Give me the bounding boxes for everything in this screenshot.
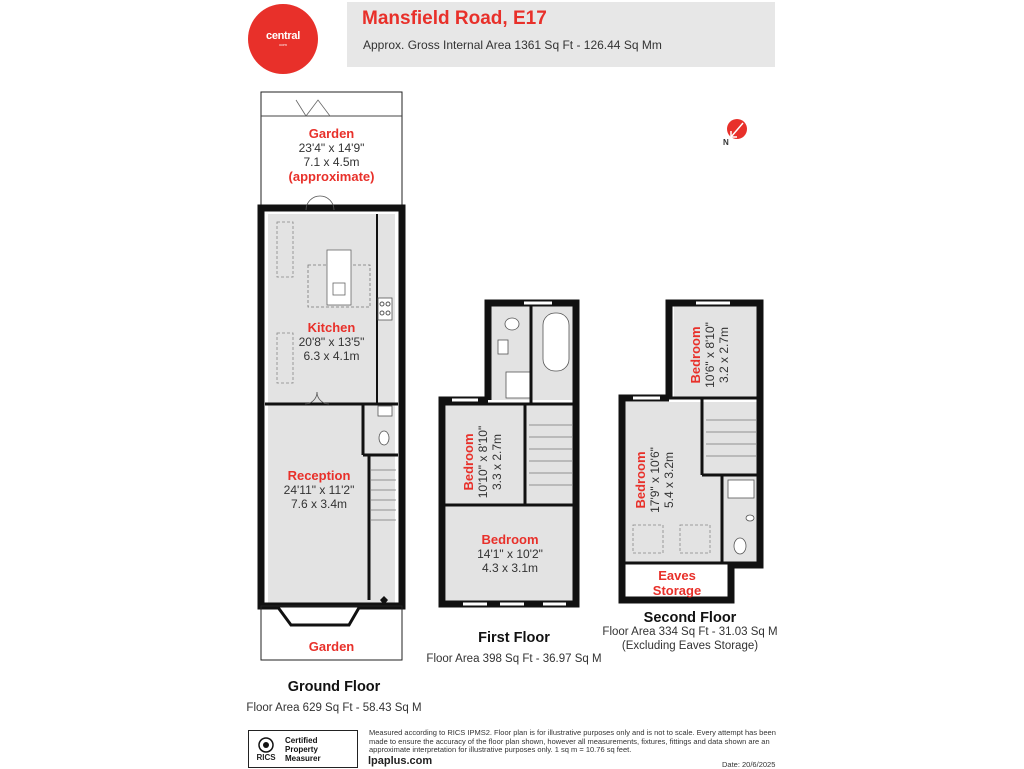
- ground-floor-area: Floor Area 629 Sq Ft - 58.43 Sq M: [246, 702, 422, 714]
- room-dim-metric: 3.2 x 2.7m: [717, 326, 731, 384]
- room-label-garden-front: [261, 639, 402, 654]
- room-label-bedroom-second-large: [633, 425, 677, 535]
- property-title: Mansfield Road, E17: [362, 8, 547, 29]
- room-name: Eaves: [658, 568, 696, 583]
- room-label-reception: [246, 468, 392, 511]
- room-dim-imperial: 23'4" x 14'9": [298, 141, 365, 155]
- room-dim-imperial: 24'11" x 11'2": [283, 483, 355, 497]
- room-dim-metric: 7.6 x 3.4m: [290, 497, 348, 511]
- room-name: Garden: [308, 126, 355, 141]
- room-name: Bedroom: [688, 326, 703, 384]
- plan-date: Date: 20/6/2025: [722, 760, 776, 769]
- rics-line-1: Certified: [285, 735, 318, 745]
- room-dim-metric: 7.1 x 4.5m: [303, 155, 360, 169]
- room-dim-metric: 5.4 x 3.2m: [662, 451, 676, 509]
- rics-certified-badge: [248, 730, 358, 768]
- room-dim-imperial: 10'6" x 8'10": [703, 322, 717, 388]
- room-name-line2: Storage: [652, 583, 702, 598]
- room-name: Bedroom: [633, 451, 648, 509]
- room-name: Reception: [287, 468, 351, 483]
- second-floor-area-note: (Excluding Eaves Storage): [621, 640, 759, 652]
- website-link[interactable]: lpaplus.com: [368, 755, 433, 767]
- room-label-bedroom-first-small: [461, 407, 505, 517]
- room-label-garden-rear: [261, 126, 402, 184]
- room-dim-imperial: 10'10" x 8'10": [476, 425, 490, 499]
- rics-line-2: Property: [285, 744, 318, 754]
- first-floor-area: Floor Area 398 Sq Ft - 36.97 Sq M: [426, 653, 602, 665]
- room-dim-imperial: 20'8" x 13'5": [298, 335, 365, 349]
- room-dim-metric: 3.3 x 2.7m: [490, 433, 504, 491]
- rics-line-3: Measurer: [285, 753, 321, 763]
- room-dim-imperial: 14'1" x 10'2": [477, 547, 543, 561]
- room-name: Kitchen: [307, 320, 356, 335]
- room-dim-imperial: 17'9" x 10'6": [648, 447, 662, 513]
- ground-floor-title: Ground Floor: [287, 679, 381, 695]
- compass-north-label: N: [723, 138, 729, 147]
- first-floor-title: First Floor: [478, 630, 550, 646]
- room-label-bedroom-first-large: [446, 532, 574, 575]
- room-dim-metric: 4.3 x 3.1m: [481, 561, 539, 575]
- room-note: (approximate): [288, 169, 375, 184]
- room-label-bedroom-second-small: [688, 305, 732, 405]
- logo-sub: com: [279, 42, 287, 47]
- room-name: Bedroom: [481, 532, 539, 547]
- room-name: Bedroom: [461, 433, 476, 491]
- second-floor-title: Second Floor: [643, 610, 737, 626]
- room-name: Garden: [308, 639, 355, 654]
- disclaimer-text: Measured according to RICS IPMS2. Floor plan is for illustrative purposes only and is not to scale. Every attempt has been made to ensure the accuracy of the floor plan shown, however all measurements, fixtures, fittings and data shown are an approximate interpretation for illustrative purposes only. 1 sq m = 10.76 sq feet.: [369, 728, 776, 755]
- gross-internal-area: Approx. Gross Internal Area 1361 Sq Ft - 126.44 Sq Mm: [363, 38, 662, 52]
- compass-icon: [727, 119, 747, 139]
- room-label-eaves-storage: [625, 568, 729, 598]
- rics-emblem-icon: [256, 737, 276, 753]
- logo-brand: central: [266, 30, 300, 42]
- room-label-kitchen: [261, 320, 402, 363]
- rics-logo: [249, 731, 283, 767]
- room-dim-metric: 6.3 x 4.1m: [303, 349, 360, 363]
- second-floor-area: Floor Area 334 Sq Ft - 31.03 Sq M: [602, 626, 778, 638]
- rics-text: [285, 731, 355, 767]
- rics-logo-text: RICS: [256, 752, 276, 762]
